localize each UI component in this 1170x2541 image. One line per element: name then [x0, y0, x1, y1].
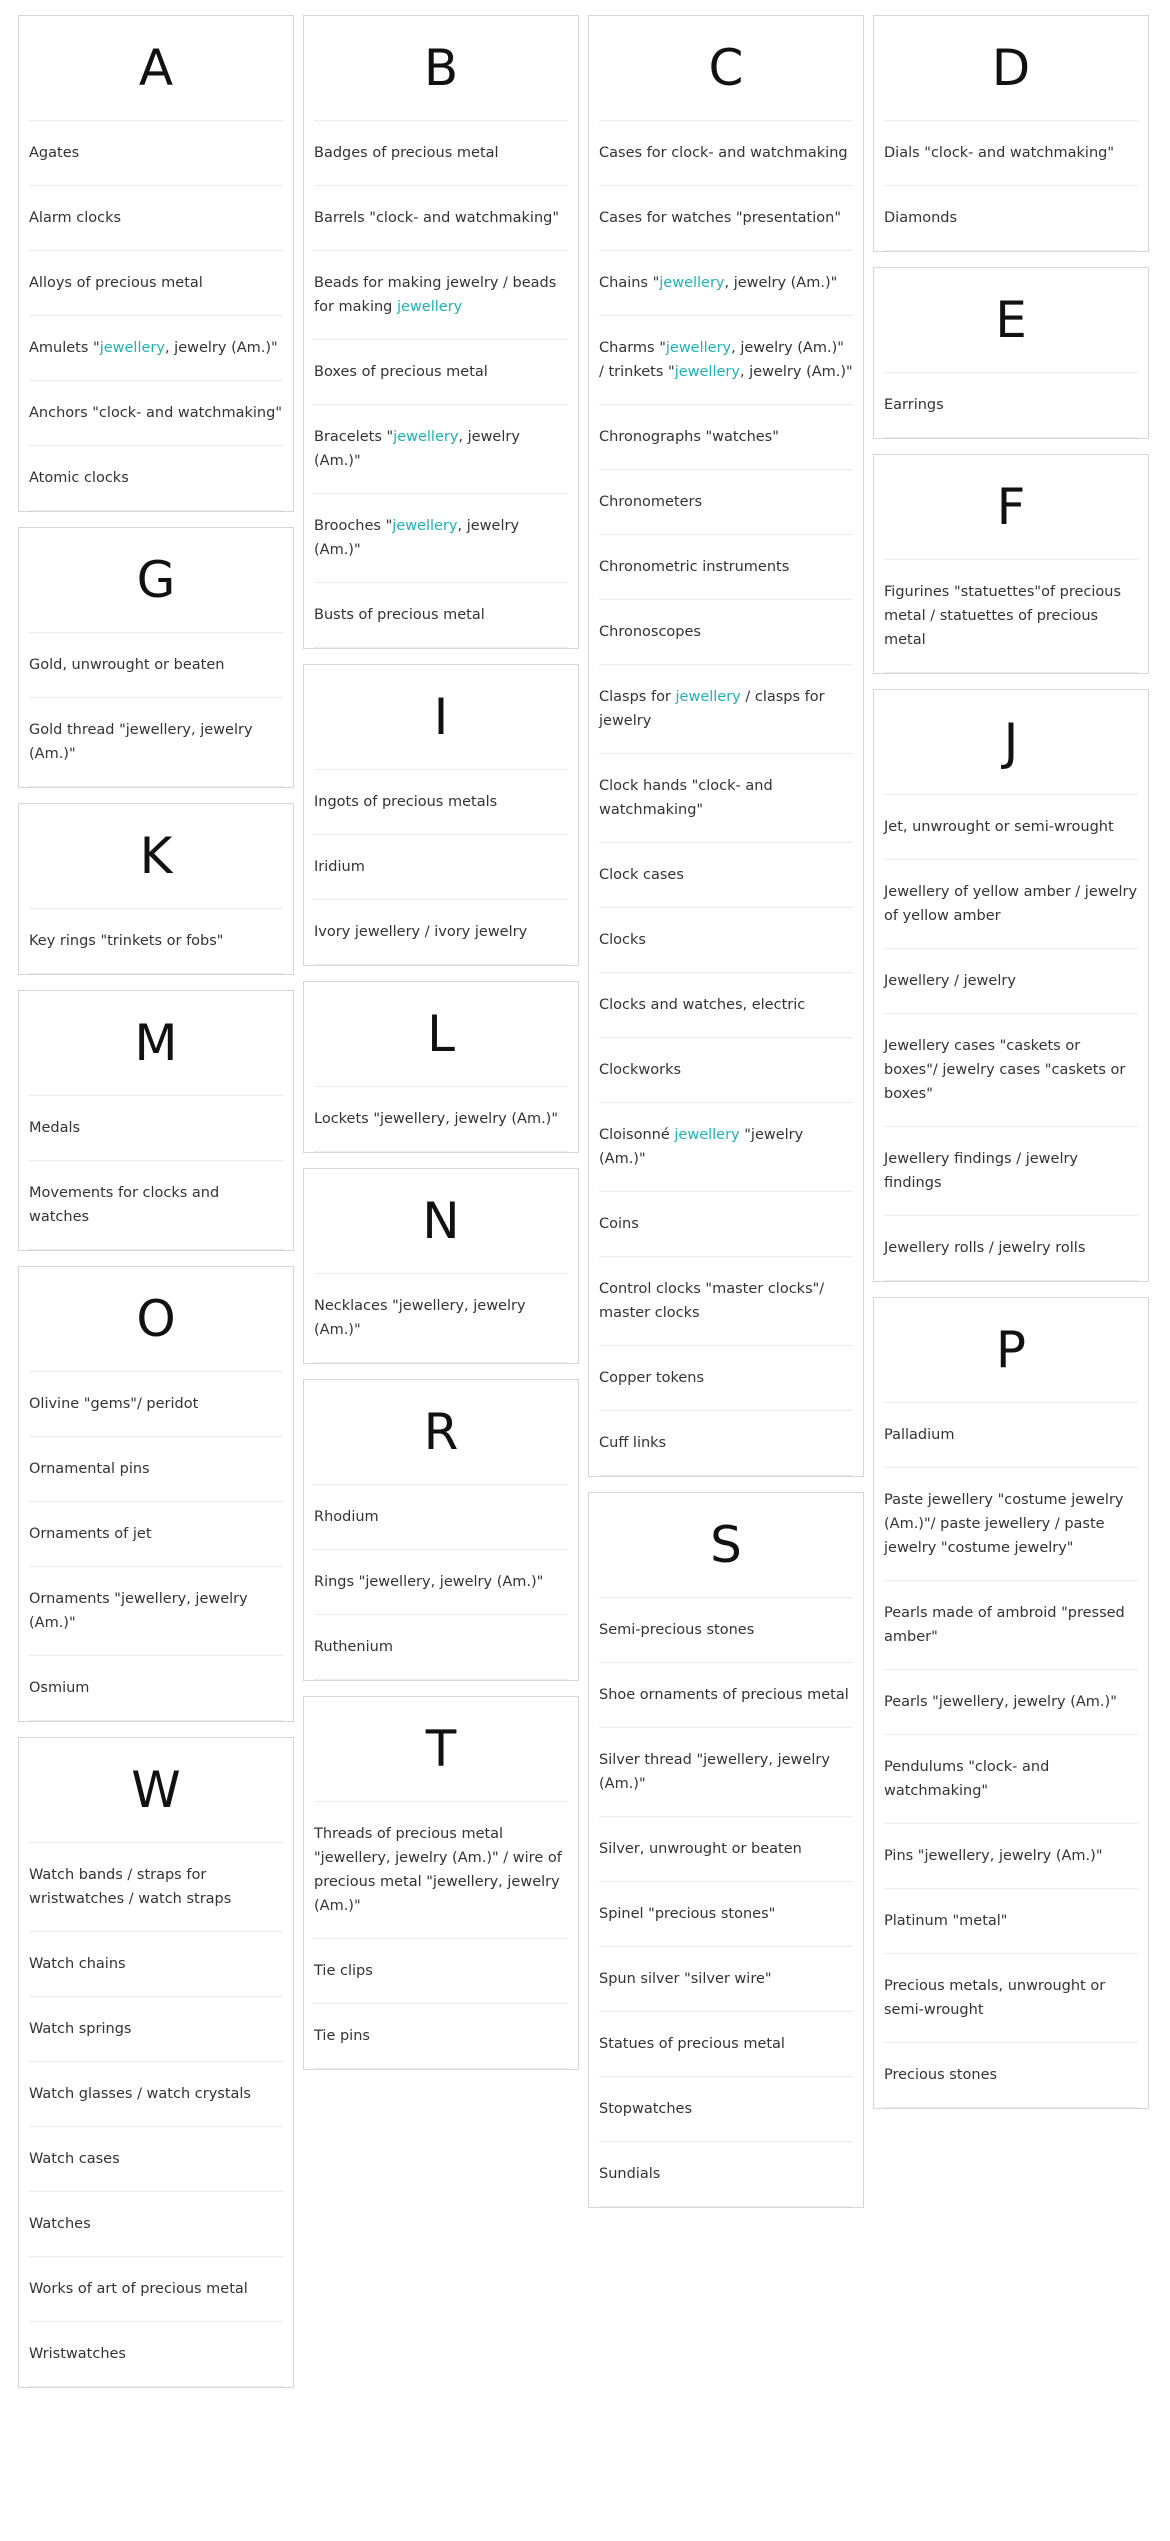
term-list-item[interactable]	[884, 1127, 1138, 1216]
term-list-item[interactable]	[884, 1954, 1138, 2043]
term-text: Jet, unwrought or semi-wrought	[884, 819, 1114, 835]
column-1	[18, 0, 294, 2388]
term-text: Semi-precious stones	[599, 1622, 755, 1638]
term-text: Badges of precious metal	[314, 145, 499, 161]
term-list	[29, 909, 283, 974]
term-list-item[interactable]	[29, 1997, 283, 2062]
term-text: Shoe ornaments of precious metal	[599, 1687, 849, 1703]
term-text: Alloys of precious metal	[29, 275, 203, 291]
term-text: Spinel "precious stones"	[599, 1906, 776, 1922]
term-list-item[interactable]	[599, 600, 853, 665]
term-list-item[interactable]	[29, 2192, 283, 2257]
term-text: , jewelry (Am.)"	[724, 275, 838, 291]
card-letter-heading: F	[884, 455, 1138, 560]
term-text: Gold thread "jewellery, jewelry (Am.)"	[29, 722, 253, 762]
term-list-item[interactable]	[599, 1817, 853, 1882]
card-letter-heading: N	[314, 1169, 568, 1274]
term-list-item[interactable]	[29, 381, 283, 446]
term-text: Earrings	[884, 397, 944, 413]
card-letter-heading: R	[314, 1380, 568, 1485]
highlighted-keyword[interactable]: jewellery	[675, 689, 741, 705]
term-list-item[interactable]	[314, 186, 568, 251]
term-text: Rings "jewellery, jewelry (Am.)"	[314, 1574, 544, 1590]
term-text: Tie pins	[314, 2028, 370, 2044]
term-list-item[interactable]	[599, 1038, 853, 1103]
term-text: Ornaments "jewellery, jewelry (Am.)"	[29, 1591, 248, 1631]
term-list	[884, 1403, 1138, 2108]
term-list-item[interactable]	[884, 1014, 1138, 1127]
term-list-item[interactable]	[599, 535, 853, 600]
term-text: Beads for making jewelry / beads for making	[314, 275, 557, 315]
term-text: Atomic clocks	[29, 470, 129, 486]
term-list-item[interactable]	[29, 1567, 283, 1656]
term-text: Works of art of precious metal	[29, 2281, 248, 2297]
term-list-item[interactable]	[314, 405, 568, 494]
term-list-item[interactable]	[599, 1103, 853, 1192]
term-text: Olivine "gems"/ peridot	[29, 1396, 199, 1412]
highlighted-keyword[interactable]: jewellery	[665, 340, 732, 356]
column-2	[303, 0, 579, 2070]
term-list-item[interactable]	[599, 2077, 853, 2142]
term-text: Clocks	[599, 932, 646, 948]
column-4	[873, 0, 1149, 2109]
term-list-item[interactable]	[599, 1947, 853, 2012]
letter-card-j	[873, 689, 1149, 1282]
term-list-item[interactable]	[314, 900, 568, 965]
term-list-item[interactable]	[884, 121, 1138, 186]
card-letter-heading: G	[29, 528, 283, 633]
term-list-item[interactable]	[29, 2127, 283, 2192]
term-list-item[interactable]	[599, 1882, 853, 1947]
term-text: Stopwatches	[599, 2101, 693, 2117]
term-list-item[interactable]	[314, 1485, 568, 1550]
letter-card-i	[303, 664, 579, 966]
card-letter-heading: P	[884, 1298, 1138, 1403]
term-list-item[interactable]	[884, 1216, 1138, 1281]
term-list-item[interactable]	[314, 340, 568, 405]
term-list-item[interactable]	[599, 1663, 853, 1728]
term-text: Copper tokens	[599, 1370, 704, 1386]
term-text: Cloisonné	[599, 1127, 675, 1143]
letter-card-b	[303, 15, 579, 649]
term-text: Barrels "clock- and watchmaking"	[314, 210, 560, 226]
term-list	[29, 1372, 283, 1721]
term-text: Paste jewellery "costume jewelry (Am.)"/ paste jewellery / paste jewelry "costume jewelry"	[884, 1492, 1124, 1556]
term-text: Iridium	[314, 859, 365, 875]
term-text: / clasps for jewelry	[599, 689, 825, 729]
term-text: Tie clips	[314, 1963, 373, 1979]
term-list-item[interactable]	[29, 1502, 283, 1567]
term-text: Wristwatches	[29, 2346, 126, 2362]
letter-card-c	[588, 15, 864, 1477]
term-list	[314, 1087, 568, 1152]
term-text: Jewellery cases "caskets or boxes"/ jewelry cases "caskets or boxes"	[884, 1038, 1126, 1102]
term-text: , jewelry (Am.)"	[739, 364, 853, 380]
term-list-item[interactable]	[884, 560, 1138, 673]
term-list-item[interactable]	[29, 1932, 283, 1997]
term-text: Precious metals, unwrought or semi-wrought	[884, 1978, 1106, 2018]
term-list	[314, 121, 568, 648]
letter-card-g	[18, 527, 294, 788]
term-list-item[interactable]	[884, 860, 1138, 949]
term-text: Agates	[29, 145, 80, 161]
term-list	[29, 1843, 283, 2387]
term-list-item[interactable]	[29, 909, 283, 974]
card-letter-heading: J	[884, 690, 1138, 795]
letter-card-n	[303, 1168, 579, 1364]
term-list-item[interactable]	[599, 1411, 853, 1476]
term-text: Jewellery of yellow amber / jewelry of yellow amber	[884, 884, 1138, 924]
term-list-item[interactable]	[29, 1096, 283, 1161]
column-3	[588, 0, 864, 2208]
term-text: Platinum "metal"	[884, 1913, 1008, 1929]
letter-card-e	[873, 267, 1149, 439]
term-text: Amulets "	[29, 340, 100, 356]
term-list-item[interactable]	[599, 1346, 853, 1411]
term-text: Watch chains	[29, 1956, 126, 1972]
term-text: Pearls made of ambroid "pressed amber"	[884, 1605, 1125, 1645]
term-list-item[interactable]	[599, 186, 853, 251]
card-letter-heading: I	[314, 665, 568, 770]
term-text: Medals	[29, 1120, 81, 1136]
term-list-item[interactable]	[599, 1192, 853, 1257]
term-list-item[interactable]	[599, 908, 853, 973]
term-text: Ornaments of jet	[29, 1526, 152, 1542]
term-list-item[interactable]	[599, 316, 853, 405]
term-text: Diamonds	[884, 210, 958, 226]
term-list	[884, 373, 1138, 438]
term-text: Watches	[29, 2216, 91, 2232]
term-text: Jewellery rolls / jewelry rolls	[884, 1240, 1086, 1256]
term-text: Clockworks	[599, 1062, 682, 1078]
term-list-item[interactable]	[29, 1843, 283, 1932]
card-letter-heading: L	[314, 982, 568, 1087]
term-list-item[interactable]	[29, 1437, 283, 1502]
term-list-item[interactable]	[314, 494, 568, 583]
term-text: Jewellery findings / jewelry findings	[884, 1151, 1079, 1191]
term-list-item[interactable]	[599, 1598, 853, 1663]
term-list-item[interactable]	[29, 2257, 283, 2322]
highlighted-keyword[interactable]: jewellery	[393, 429, 459, 445]
term-text: Watch bands / straps for wristwatches / watch straps	[29, 1867, 232, 1907]
term-list-item[interactable]	[29, 446, 283, 511]
term-text: Watch springs	[29, 2021, 132, 2037]
term-list-item[interactable]	[29, 2322, 283, 2387]
card-letter-heading: B	[314, 16, 568, 121]
term-list-item[interactable]	[314, 1615, 568, 1680]
term-list-item[interactable]	[314, 1802, 568, 1939]
term-list-item[interactable]	[599, 2142, 853, 2207]
term-list	[314, 1274, 568, 1363]
term-list-item[interactable]	[884, 2043, 1138, 2108]
term-text: Pins "jewellery, jewelry (Am.)"	[884, 1848, 1103, 1864]
term-list	[884, 795, 1138, 1281]
term-list-item[interactable]	[314, 835, 568, 900]
term-list-item[interactable]	[314, 121, 568, 186]
term-list-item[interactable]	[599, 973, 853, 1038]
term-text: Silver, unwrought or beaten	[599, 1841, 802, 1857]
highlighted-keyword[interactable]: jewellery	[99, 340, 165, 356]
term-text: Brooches "	[314, 518, 393, 534]
term-list-item[interactable]	[599, 843, 853, 908]
term-list-item[interactable]	[599, 1257, 853, 1346]
card-letter-heading: A	[29, 16, 283, 121]
term-list-item[interactable]	[884, 795, 1138, 860]
highlighted-keyword[interactable]: jewellery	[392, 518, 458, 534]
term-list-item[interactable]	[599, 1728, 853, 1817]
term-list-item[interactable]	[884, 1824, 1138, 1889]
term-list-item[interactable]	[599, 754, 853, 843]
term-list-item[interactable]	[29, 121, 283, 186]
term-text: Necklaces "jewellery, jewelry (Am.)"	[314, 1298, 526, 1338]
term-list-item[interactable]	[29, 1372, 283, 1437]
term-list-item[interactable]	[884, 1468, 1138, 1581]
letter-card-t	[303, 1696, 579, 2070]
highlighted-keyword[interactable]: jewellery	[674, 364, 740, 380]
letter-card-r	[303, 1379, 579, 1681]
term-text: Chronoscopes	[599, 624, 701, 640]
term-text: , jewelry (Am.)"	[314, 429, 520, 469]
term-list-item[interactable]	[29, 1656, 283, 1721]
term-text: Ornamental pins	[29, 1461, 150, 1477]
term-text: Osmium	[29, 1680, 90, 1696]
term-text: Key rings "trinkets or fobs"	[29, 933, 224, 949]
term-text: Ivory jewellery / ivory jewelry	[314, 924, 528, 940]
term-list-item[interactable]	[599, 405, 853, 470]
term-text: , jewelry (Am.)"	[314, 518, 520, 558]
term-text: Pendulums "clock- and watchmaking"	[884, 1759, 1050, 1799]
term-text: Dials "clock- and watchmaking"	[884, 145, 1115, 161]
term-text: Threads of precious metal "jewellery, jewelry (Am.)" / wire of precious metal "jewellery, jewelry (Am.)"	[314, 1826, 562, 1914]
term-list-item[interactable]	[29, 186, 283, 251]
term-text: "jewelry (Am.)"	[599, 1127, 804, 1167]
term-list-item[interactable]	[884, 1735, 1138, 1824]
term-text: Clocks and watches, electric	[599, 997, 806, 1013]
card-letter-heading: W	[29, 1738, 283, 1843]
term-text: Jewellery / jewelry	[884, 973, 1016, 989]
term-text: Control clocks "master clocks"/ master clocks	[599, 1281, 825, 1321]
term-list-item[interactable]	[29, 251, 283, 316]
term-list-item[interactable]	[29, 316, 283, 381]
term-text: Palladium	[884, 1427, 955, 1443]
term-list-item[interactable]	[314, 1550, 568, 1615]
term-list	[884, 560, 1138, 673]
card-letter-heading: T	[314, 1697, 568, 1802]
term-text: Clock cases	[599, 867, 684, 883]
letter-card-l	[303, 981, 579, 1153]
term-text: Cases for watches "presentation"	[599, 210, 841, 226]
letter-card-s	[588, 1492, 864, 2208]
term-text: Chronographs "watches"	[599, 429, 779, 445]
letter-card-f	[873, 454, 1149, 674]
term-text: Watch glasses / watch crystals	[29, 2086, 251, 2102]
term-list	[884, 121, 1138, 251]
term-text: Anchors "clock- and watchmaking"	[29, 405, 282, 421]
term-list-item[interactable]	[29, 698, 283, 787]
term-list-item[interactable]	[314, 2004, 568, 2069]
card-letter-heading: M	[29, 991, 283, 1096]
letter-card-w	[18, 1737, 294, 2388]
term-list-item[interactable]	[884, 1889, 1138, 1954]
term-text: Boxes of precious metal	[314, 364, 488, 380]
term-list	[314, 770, 568, 965]
term-list-item[interactable]	[314, 1274, 568, 1363]
term-list-item[interactable]	[29, 2062, 283, 2127]
term-text: Pearls "jewellery, jewelry (Am.)"	[884, 1694, 1117, 1710]
term-list-item[interactable]	[314, 1087, 568, 1152]
term-list	[314, 1485, 568, 1680]
highlighted-keyword[interactable]: jewellery	[659, 275, 725, 291]
term-text: Watch cases	[29, 2151, 120, 2167]
term-list-item[interactable]	[884, 1670, 1138, 1735]
card-letter-heading: D	[884, 16, 1138, 121]
term-list	[314, 1802, 568, 2069]
term-list-item[interactable]	[884, 949, 1138, 1014]
term-text: Busts of precious metal	[314, 607, 485, 623]
term-list	[29, 121, 283, 511]
highlighted-keyword[interactable]: jewellery	[397, 299, 463, 315]
card-letter-heading: C	[599, 16, 853, 121]
term-text: Chronometers	[599, 494, 703, 510]
term-text: Coins	[599, 1216, 639, 1232]
letter-card-a	[18, 15, 294, 512]
term-text: Cuff links	[599, 1435, 667, 1451]
term-list-item[interactable]	[599, 665, 853, 754]
term-text: Chronometric instruments	[599, 559, 790, 575]
letter-card-p	[873, 1297, 1149, 2109]
term-list-item[interactable]	[884, 1403, 1138, 1468]
term-list-item[interactable]	[599, 251, 853, 316]
card-letter-heading: E	[884, 268, 1138, 373]
term-text: Cases for clock- and watchmaking	[599, 145, 848, 161]
letter-card-d	[873, 15, 1149, 252]
term-text: Precious stones	[884, 2067, 998, 2083]
term-list-item[interactable]	[884, 1581, 1138, 1670]
letter-card-m	[18, 990, 294, 1251]
term-list-item[interactable]	[29, 1161, 283, 1250]
term-text: Alarm clocks	[29, 210, 122, 226]
term-text: Ingots of precious metals	[314, 794, 498, 810]
term-text: Statues of precious metal	[599, 2036, 785, 2052]
term-list	[599, 1598, 853, 2207]
term-text: Ruthenium	[314, 1639, 393, 1655]
term-list-item[interactable]	[884, 373, 1138, 438]
term-text: , jewelry (Am.)" / trinkets "	[599, 340, 844, 380]
letter-card-k	[18, 803, 294, 975]
letter-card-o	[18, 1266, 294, 1722]
term-text: Movements for clocks and watches	[29, 1185, 220, 1225]
term-list	[599, 121, 853, 1476]
term-list-item[interactable]	[599, 2012, 853, 2077]
term-list	[29, 1096, 283, 1250]
term-text: Charms "	[599, 340, 666, 356]
card-letter-heading: K	[29, 804, 283, 909]
term-text: Chains "	[599, 275, 660, 291]
term-text: Figurines "statuettes"of precious metal / statuettes of precious metal	[884, 584, 1122, 648]
term-text: Clasps for	[599, 689, 676, 705]
term-text: , jewelry (Am.)"	[164, 340, 278, 356]
card-letter-heading: S	[599, 1493, 853, 1598]
term-list-item[interactable]	[29, 633, 283, 698]
term-list-item[interactable]	[599, 470, 853, 535]
term-list-item[interactable]	[314, 1939, 568, 2004]
term-list-item[interactable]	[314, 583, 568, 648]
term-list-item[interactable]	[314, 251, 568, 340]
term-text: Lockets "jewellery, jewelry (Am.)"	[314, 1111, 559, 1127]
term-text: Rhodium	[314, 1509, 379, 1525]
term-text: Silver thread "jewellery, jewelry (Am.)"	[599, 1752, 830, 1792]
term-list-item[interactable]	[314, 770, 568, 835]
term-text: Spun silver "silver wire"	[599, 1971, 772, 1987]
term-list-item[interactable]	[599, 121, 853, 186]
card-letter-heading: O	[29, 1267, 283, 1372]
term-text: Gold, unwrought or beaten	[29, 657, 225, 673]
term-text: Bracelets "	[314, 429, 394, 445]
highlighted-keyword[interactable]: jewellery	[674, 1127, 740, 1143]
term-list	[29, 633, 283, 787]
term-list-item[interactable]	[884, 186, 1138, 251]
term-text: Clock hands "clock- and watchmaking"	[599, 778, 773, 818]
term-text: Sundials	[599, 2166, 661, 2182]
